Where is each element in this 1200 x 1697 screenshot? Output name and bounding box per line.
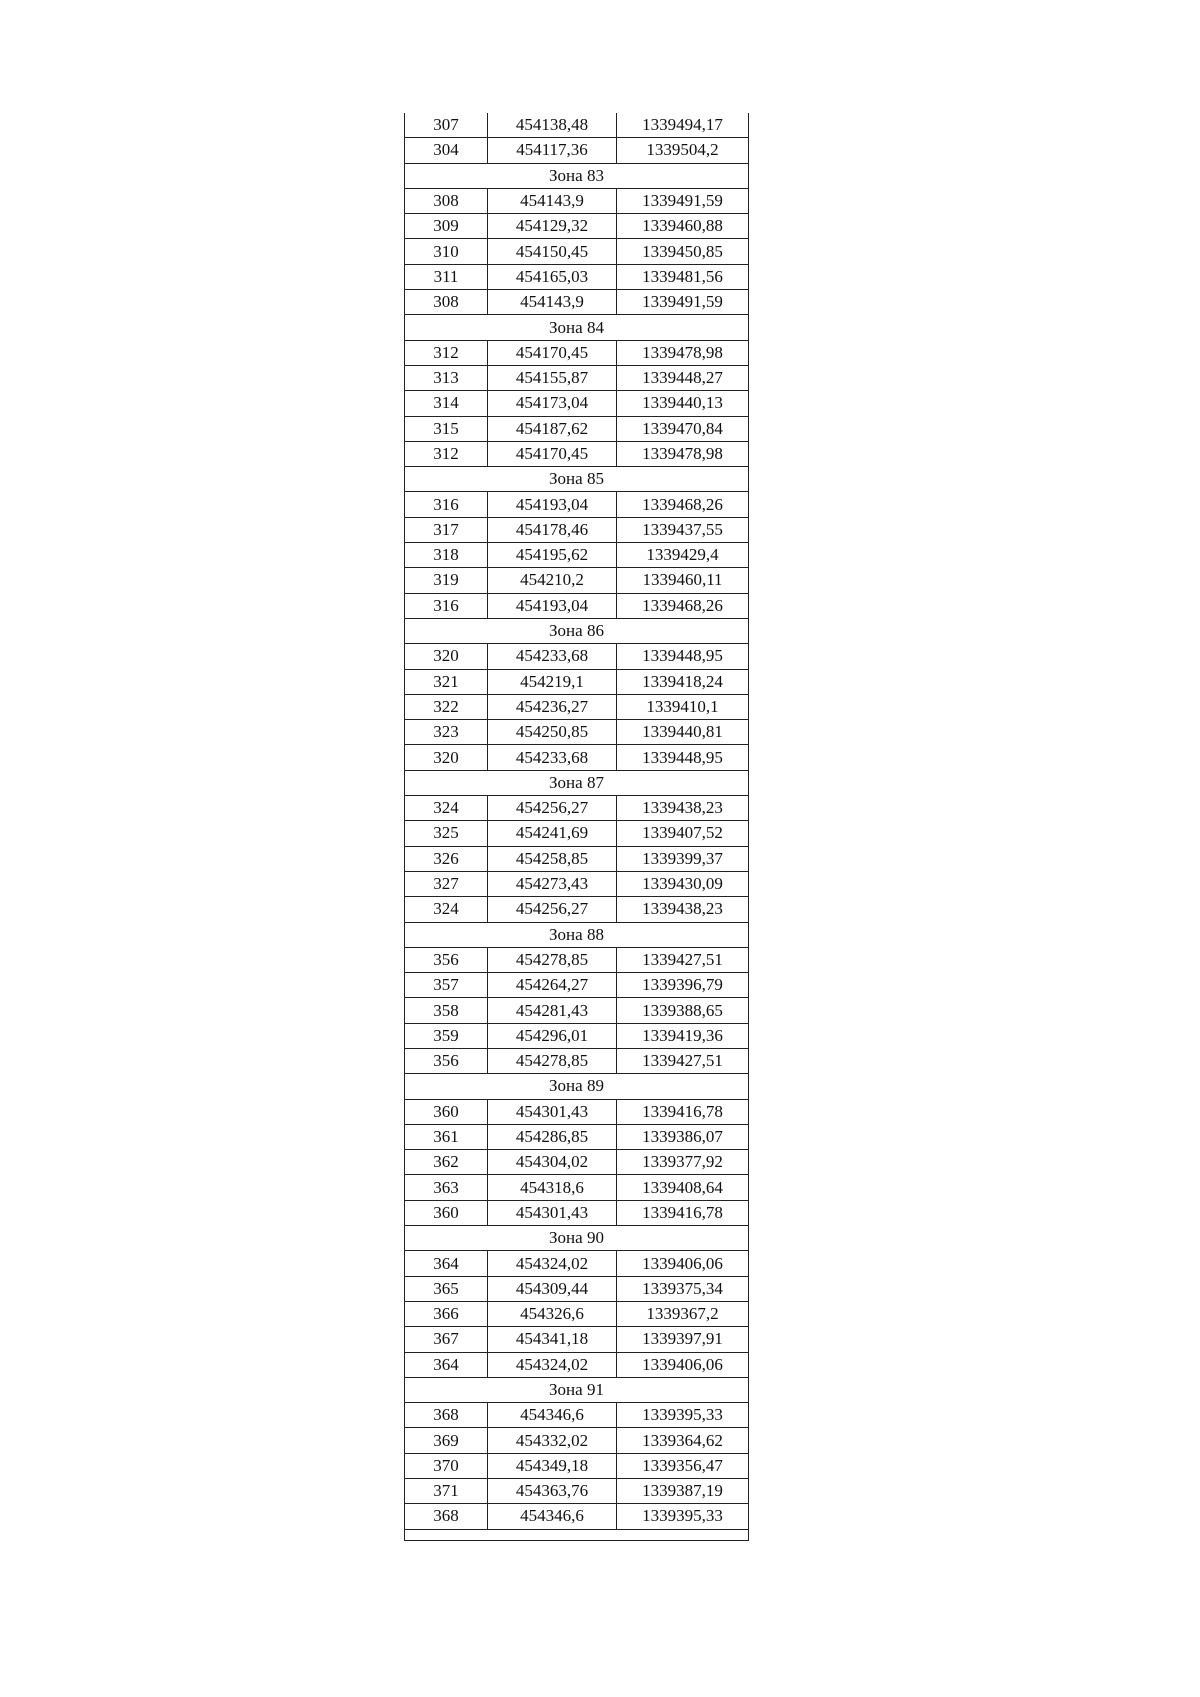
y-coordinate-cell: 1339407,52 <box>617 821 749 846</box>
point-number-cell: 359 <box>405 1023 488 1048</box>
table-row <box>405 1453 749 1478</box>
table-row <box>405 1504 749 1529</box>
x-coordinate-cell: 454143,9 <box>488 290 617 315</box>
y-coordinate-cell: 1339478,98 <box>617 441 749 466</box>
x-coordinate-cell: 454326,6 <box>488 1301 617 1326</box>
point-number-cell: 370 <box>405 1453 488 1478</box>
zone-label: Зона 85 <box>405 467 749 492</box>
x-coordinate-cell: 454173,04 <box>488 391 617 416</box>
table-row <box>405 1150 749 1175</box>
x-coordinate-cell: 454233,68 <box>488 745 617 770</box>
table-row <box>405 113 749 138</box>
point-number-cell: 312 <box>405 441 488 466</box>
y-coordinate-cell: 1339375,34 <box>617 1276 749 1301</box>
x-coordinate-cell: 454236,27 <box>488 694 617 719</box>
x-coordinate-cell: 454346,6 <box>488 1403 617 1428</box>
zone-header-row <box>405 467 749 492</box>
point-number-cell: 309 <box>405 214 488 239</box>
table-row <box>405 1428 749 1453</box>
x-coordinate-cell: 454273,43 <box>488 871 617 896</box>
table-row <box>405 1403 749 1428</box>
table-row <box>405 1276 749 1301</box>
table-row <box>405 1175 749 1200</box>
table-row <box>405 669 749 694</box>
y-coordinate-cell: 1339399,37 <box>617 846 749 871</box>
y-coordinate-cell: 1339429,4 <box>617 543 749 568</box>
table-row <box>405 796 749 821</box>
x-coordinate-cell: 454349,18 <box>488 1453 617 1478</box>
point-number-cell: 319 <box>405 568 488 593</box>
point-number-cell: 365 <box>405 1276 488 1301</box>
table-row <box>405 897 749 922</box>
point-number-cell: 317 <box>405 517 488 542</box>
table-row <box>405 264 749 289</box>
table-row <box>405 1124 749 1149</box>
table-row <box>405 871 749 896</box>
point-number-cell: 313 <box>405 365 488 390</box>
table-row <box>405 365 749 390</box>
point-number-cell: 360 <box>405 1099 488 1124</box>
x-coordinate-cell: 454341,18 <box>488 1327 617 1352</box>
table-row <box>405 973 749 998</box>
x-coordinate-cell: 454193,04 <box>488 593 617 618</box>
y-coordinate-cell: 1339440,81 <box>617 720 749 745</box>
point-number-cell: 356 <box>405 947 488 972</box>
point-number-cell: 367 <box>405 1327 488 1352</box>
table-row <box>405 1479 749 1504</box>
point-number-cell: 366 <box>405 1301 488 1326</box>
x-coordinate-cell: 454278,85 <box>488 947 617 972</box>
x-coordinate-cell: 454286,85 <box>488 1124 617 1149</box>
x-coordinate-cell: 454281,43 <box>488 998 617 1023</box>
y-coordinate-cell: 1339478,98 <box>617 340 749 365</box>
x-coordinate-cell: 454301,43 <box>488 1200 617 1225</box>
y-coordinate-cell: 1339419,36 <box>617 1023 749 1048</box>
x-coordinate-cell: 454241,69 <box>488 821 617 846</box>
point-number-cell: 369 <box>405 1428 488 1453</box>
zone-label: Зона 87 <box>405 770 749 795</box>
table-row <box>405 694 749 719</box>
x-coordinate-cell: 454296,01 <box>488 1023 617 1048</box>
x-coordinate-cell: 454318,6 <box>488 1175 617 1200</box>
point-number-cell: 358 <box>405 998 488 1023</box>
table-row <box>405 644 749 669</box>
point-number-cell: 322 <box>405 694 488 719</box>
y-coordinate-cell: 1339468,26 <box>617 492 749 517</box>
x-coordinate-cell: 454309,44 <box>488 1276 617 1301</box>
x-coordinate-cell: 454301,43 <box>488 1099 617 1124</box>
y-coordinate-cell: 1339386,07 <box>617 1124 749 1149</box>
table-row <box>405 1048 749 1073</box>
zone-header-row <box>405 618 749 643</box>
point-number-cell: 361 <box>405 1124 488 1149</box>
point-number-cell: 312 <box>405 340 488 365</box>
point-number-cell: 320 <box>405 644 488 669</box>
zone-label: Зона 89 <box>405 1074 749 1099</box>
y-coordinate-cell: 1339410,1 <box>617 694 749 719</box>
y-coordinate-cell: 1339491,59 <box>617 188 749 213</box>
table-row <box>405 720 749 745</box>
y-coordinate-cell: 1339406,06 <box>617 1352 749 1377</box>
table-row <box>405 1023 749 1048</box>
table-row <box>405 1327 749 1352</box>
y-coordinate-cell: 1339396,79 <box>617 973 749 998</box>
point-number-cell: 325 <box>405 821 488 846</box>
point-number-cell: 360 <box>405 1200 488 1225</box>
y-coordinate-cell: 1339430,09 <box>617 871 749 896</box>
x-coordinate-cell: 454304,02 <box>488 1150 617 1175</box>
table-row <box>405 1251 749 1276</box>
y-coordinate-cell: 1339387,19 <box>617 1479 749 1504</box>
y-coordinate-cell: 1339438,23 <box>617 897 749 922</box>
point-number-cell: 362 <box>405 1150 488 1175</box>
table-row <box>405 188 749 213</box>
table-row <box>405 543 749 568</box>
y-coordinate-cell: 1339470,84 <box>617 416 749 441</box>
point-number-cell: 316 <box>405 492 488 517</box>
x-coordinate-cell: 454155,87 <box>488 365 617 390</box>
y-coordinate-cell: 1339460,88 <box>617 214 749 239</box>
y-coordinate-cell: 1339408,64 <box>617 1175 749 1200</box>
table-row <box>405 593 749 618</box>
x-coordinate-cell: 454138,48 <box>488 113 617 138</box>
y-coordinate-cell: 1339367,2 <box>617 1301 749 1326</box>
x-coordinate-cell: 454117,36 <box>488 138 617 163</box>
y-coordinate-cell: 1339418,24 <box>617 669 749 694</box>
y-coordinate-cell: 1339448,95 <box>617 745 749 770</box>
y-coordinate-cell: 1339395,33 <box>617 1504 749 1529</box>
x-coordinate-cell: 454324,02 <box>488 1251 617 1276</box>
table-row <box>405 1352 749 1377</box>
point-number-cell: 324 <box>405 897 488 922</box>
point-number-cell: 315 <box>405 416 488 441</box>
zone-header-row <box>405 770 749 795</box>
y-coordinate-cell: 1339468,26 <box>617 593 749 618</box>
zone-label: Зона 84 <box>405 315 749 340</box>
x-coordinate-cell: 454129,32 <box>488 214 617 239</box>
zone-label: Зона 83 <box>405 163 749 188</box>
zone-label: Зона 86 <box>405 618 749 643</box>
point-number-cell: 371 <box>405 1479 488 1504</box>
point-number-cell: 321 <box>405 669 488 694</box>
table-end-row <box>405 1529 749 1540</box>
table-row <box>405 416 749 441</box>
table-row <box>405 214 749 239</box>
x-coordinate-cell: 454346,6 <box>488 1504 617 1529</box>
x-coordinate-cell: 454233,68 <box>488 644 617 669</box>
point-number-cell: 310 <box>405 239 488 264</box>
y-coordinate-cell: 1339416,78 <box>617 1099 749 1124</box>
table-row <box>405 492 749 517</box>
coordinates-table <box>404 113 749 1541</box>
x-coordinate-cell: 454250,85 <box>488 720 617 745</box>
x-coordinate-cell: 454178,46 <box>488 517 617 542</box>
x-coordinate-cell: 454363,76 <box>488 1479 617 1504</box>
y-coordinate-cell: 1339481,56 <box>617 264 749 289</box>
zone-header-row <box>405 1074 749 1099</box>
x-coordinate-cell: 454264,27 <box>488 973 617 998</box>
point-number-cell: 326 <box>405 846 488 871</box>
x-coordinate-cell: 454195,62 <box>488 543 617 568</box>
y-coordinate-cell: 1339388,65 <box>617 998 749 1023</box>
table-row <box>405 846 749 871</box>
point-number-cell: 308 <box>405 188 488 213</box>
point-number-cell: 318 <box>405 543 488 568</box>
y-coordinate-cell: 1339504,2 <box>617 138 749 163</box>
y-coordinate-cell: 1339448,95 <box>617 644 749 669</box>
point-number-cell: 324 <box>405 796 488 821</box>
y-coordinate-cell: 1339491,59 <box>617 290 749 315</box>
x-coordinate-cell: 454332,02 <box>488 1428 617 1453</box>
table-row <box>405 441 749 466</box>
point-number-cell: 357 <box>405 973 488 998</box>
table-row <box>405 290 749 315</box>
point-number-cell: 307 <box>405 113 488 138</box>
table-row <box>405 1301 749 1326</box>
x-coordinate-cell: 454324,02 <box>488 1352 617 1377</box>
y-coordinate-cell: 1339438,23 <box>617 796 749 821</box>
y-coordinate-cell: 1339494,17 <box>617 113 749 138</box>
y-coordinate-cell: 1339450,85 <box>617 239 749 264</box>
y-coordinate-cell: 1339460,11 <box>617 568 749 593</box>
point-number-cell: 304 <box>405 138 488 163</box>
empty-cell <box>405 1529 749 1540</box>
table-row <box>405 947 749 972</box>
y-coordinate-cell: 1339448,27 <box>617 365 749 390</box>
point-number-cell: 314 <box>405 391 488 416</box>
y-coordinate-cell: 1339397,91 <box>617 1327 749 1352</box>
table-row <box>405 568 749 593</box>
point-number-cell: 323 <box>405 720 488 745</box>
y-coordinate-cell: 1339377,92 <box>617 1150 749 1175</box>
zone-header-row <box>405 1377 749 1402</box>
x-coordinate-cell: 454143,9 <box>488 188 617 213</box>
zone-label: Зона 91 <box>405 1377 749 1402</box>
x-coordinate-cell: 454187,62 <box>488 416 617 441</box>
y-coordinate-cell: 1339440,13 <box>617 391 749 416</box>
y-coordinate-cell: 1339427,51 <box>617 947 749 972</box>
point-number-cell: 368 <box>405 1403 488 1428</box>
zone-header-row <box>405 922 749 947</box>
table-row <box>405 239 749 264</box>
table-row <box>405 745 749 770</box>
y-coordinate-cell: 1339356,47 <box>617 1453 749 1478</box>
table-row <box>405 821 749 846</box>
point-number-cell: 364 <box>405 1352 488 1377</box>
y-coordinate-cell: 1339364,62 <box>617 1428 749 1453</box>
y-coordinate-cell: 1339427,51 <box>617 1048 749 1073</box>
x-coordinate-cell: 454193,04 <box>488 492 617 517</box>
y-coordinate-cell: 1339406,06 <box>617 1251 749 1276</box>
point-number-cell: 363 <box>405 1175 488 1200</box>
point-number-cell: 308 <box>405 290 488 315</box>
zone-header-row <box>405 1226 749 1251</box>
y-coordinate-cell: 1339395,33 <box>617 1403 749 1428</box>
table-row <box>405 1099 749 1124</box>
x-coordinate-cell: 454258,85 <box>488 846 617 871</box>
x-coordinate-cell: 454150,45 <box>488 239 617 264</box>
x-coordinate-cell: 454256,27 <box>488 897 617 922</box>
x-coordinate-cell: 454256,27 <box>488 796 617 821</box>
zone-label: Зона 88 <box>405 922 749 947</box>
point-number-cell: 364 <box>405 1251 488 1276</box>
point-number-cell: 356 <box>405 1048 488 1073</box>
coordinates-table-body <box>405 113 749 1540</box>
table-row <box>405 517 749 542</box>
x-coordinate-cell: 454170,45 <box>488 340 617 365</box>
table-row <box>405 340 749 365</box>
point-number-cell: 316 <box>405 593 488 618</box>
x-coordinate-cell: 454170,45 <box>488 441 617 466</box>
x-coordinate-cell: 454210,2 <box>488 568 617 593</box>
zone-header-row <box>405 163 749 188</box>
zone-label: Зона 90 <box>405 1226 749 1251</box>
point-number-cell: 327 <box>405 871 488 896</box>
table-row <box>405 391 749 416</box>
zone-header-row <box>405 315 749 340</box>
table-row <box>405 998 749 1023</box>
point-number-cell: 368 <box>405 1504 488 1529</box>
y-coordinate-cell: 1339437,55 <box>617 517 749 542</box>
table-row <box>405 1200 749 1225</box>
point-number-cell: 320 <box>405 745 488 770</box>
x-coordinate-cell: 454165,03 <box>488 264 617 289</box>
x-coordinate-cell: 454219,1 <box>488 669 617 694</box>
point-number-cell: 311 <box>405 264 488 289</box>
table-row <box>405 138 749 163</box>
x-coordinate-cell: 454278,85 <box>488 1048 617 1073</box>
y-coordinate-cell: 1339416,78 <box>617 1200 749 1225</box>
